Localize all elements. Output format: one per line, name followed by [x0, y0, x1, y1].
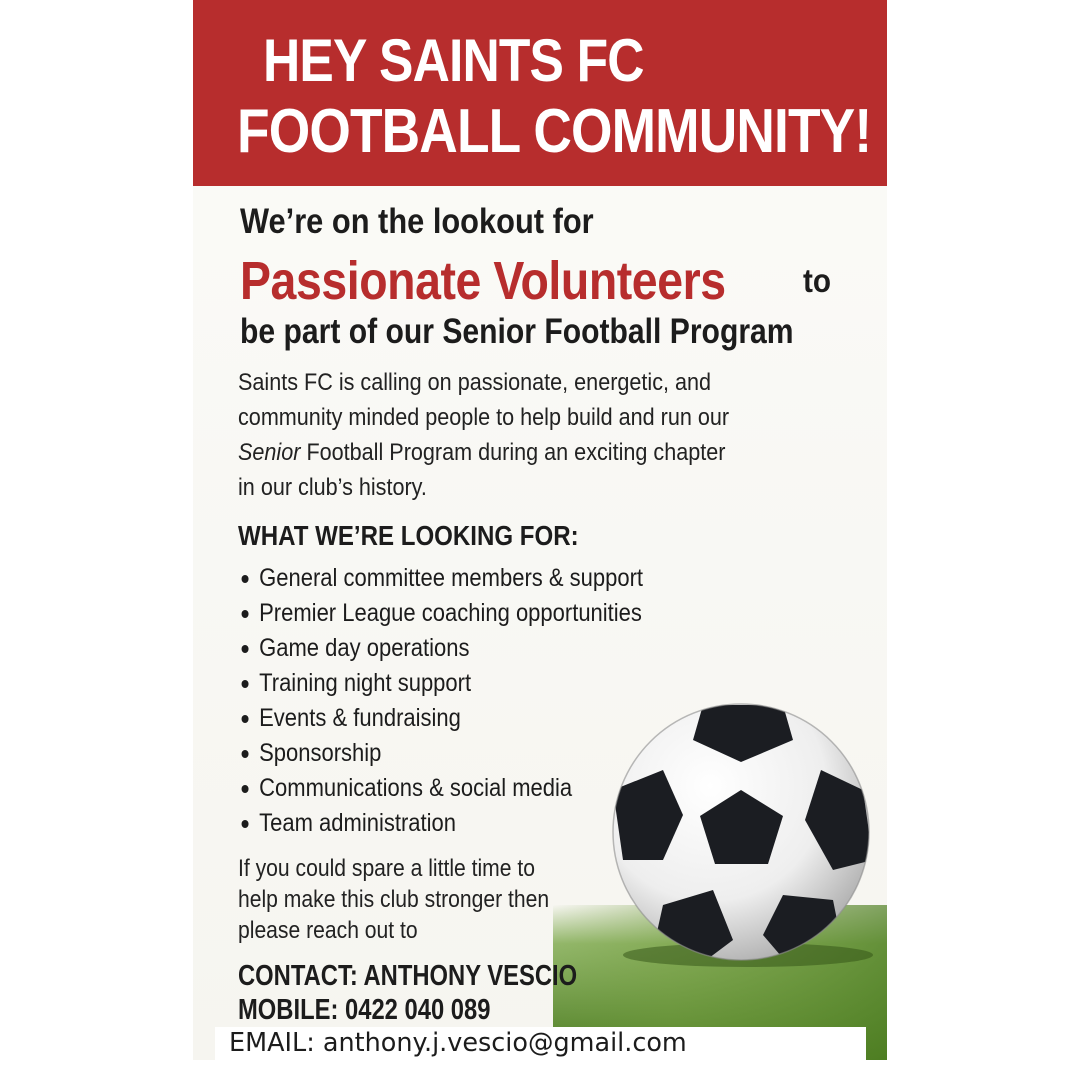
- email-box: [215, 1027, 866, 1060]
- banner-title-line-1: HEY SAINTS FC: [263, 27, 644, 94]
- bullet-icon: [242, 820, 249, 828]
- contact-name: CONTACT: ANTHONY VESCIO: [238, 960, 578, 992]
- list-item-label: Events & fundraising: [259, 704, 461, 732]
- list-item: [238, 561, 643, 596]
- list-item-label: Training night support: [259, 669, 472, 697]
- list-item-label: Game day operations: [259, 634, 470, 662]
- contact-email[interactable]: EMAIL: anthony.j.vescio@gmail.com: [229, 1028, 687, 1058]
- title-banner: [193, 0, 887, 186]
- list-item-label: Sponsorship: [259, 739, 382, 767]
- list-item-label: Team administration: [259, 809, 456, 837]
- description-line-4: in our club’s history.: [238, 474, 427, 501]
- list-item: [238, 701, 643, 736]
- volunteer-poster: [193, 0, 887, 1060]
- intro-highlight: Passionate Volunteers: [240, 251, 726, 311]
- list-item: [238, 806, 643, 841]
- intro-part-of: be part of our Senior Football Program: [240, 312, 794, 351]
- looking-for-heading: WHAT WE’RE LOOKING FOR:: [238, 520, 579, 551]
- list-item-label: General committee members & support: [259, 564, 644, 592]
- contact-mobile: MOBILE: 0422 040 089: [238, 994, 491, 1026]
- description-line-2: community minded people to help build and run our: [238, 404, 730, 431]
- intro-to: to: [803, 262, 832, 299]
- bullet-icon: [242, 575, 249, 583]
- intro-lookout: We’re on the lookout for: [240, 202, 594, 241]
- description-rest: during an exciting chapter: [472, 439, 726, 466]
- bullet-icon: [242, 610, 249, 618]
- bullet-icon: [242, 715, 249, 723]
- bullet-icon: [242, 680, 249, 688]
- looking-for-list: [238, 561, 698, 841]
- closing-line-2: help make this club stronger then: [238, 886, 550, 913]
- closing-line-3: please reach out to: [238, 917, 418, 944]
- list-item: [238, 631, 643, 666]
- banner-title-line-2: FOOTBALL COMMUNITY!: [237, 97, 872, 166]
- list-item-label: Premier League coaching opportunities: [259, 599, 642, 627]
- list-item: [238, 771, 643, 806]
- list-item-label: Communications & social media: [259, 774, 573, 802]
- list-item: [238, 596, 643, 631]
- description-program: Football Program: [300, 439, 473, 466]
- description-line-1: Saints FC is calling on passionate, energetic, and: [238, 369, 712, 396]
- bullet-icon: [242, 785, 249, 793]
- list-item: [238, 736, 643, 771]
- closing-line-1: If you could spare a little time to: [238, 855, 535, 882]
- bullet-icon: [242, 750, 249, 758]
- bullet-icon: [242, 645, 249, 653]
- list-item: [238, 666, 643, 701]
- description-italic: Senior: [238, 439, 301, 466]
- description-line-3: [238, 439, 725, 467]
